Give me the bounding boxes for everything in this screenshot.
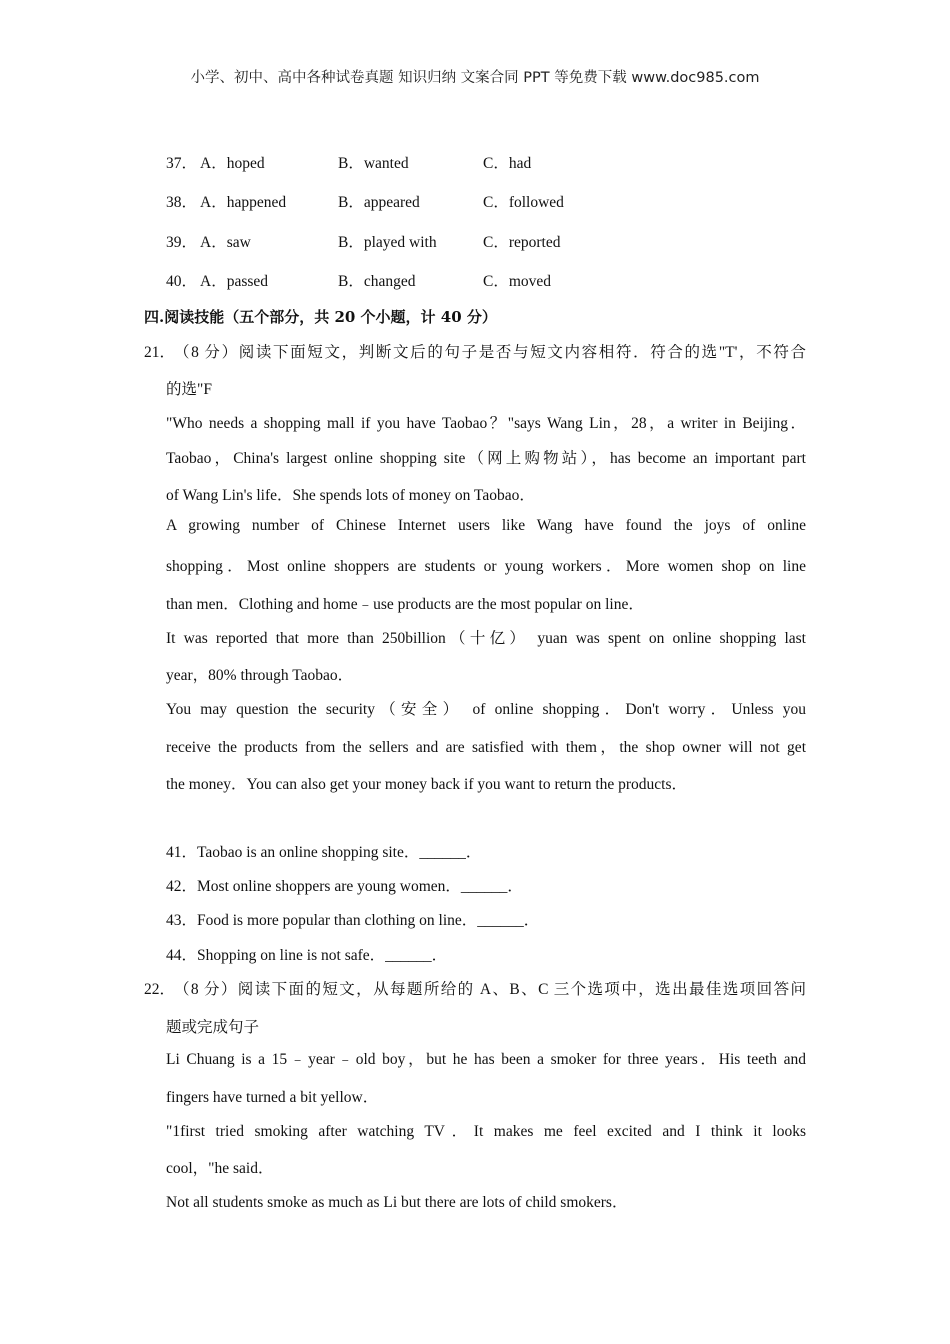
site-banner: 小学、初中、高中各种试卷真题 知识归纳 文案合同 PPT 等免费下载 www.doc985.com [190,70,760,86]
passage-line: of Wang Lin's life．She spends lots of money on Taobao． [166,487,535,504]
question-number: 39． [166,234,198,251]
passage-line: Not all students smoke as much as Li but there are lots of child smokers． [166,1194,628,1211]
option-a: A．happened [200,194,287,211]
question-22-number: 22． [144,981,176,998]
option-c: C．moved [483,273,552,290]
option-a: A．saw [200,234,251,251]
passage-line: You may question the security（安全） of online shopping．Don't worry．Unless you [166,701,806,718]
option-a: A．passed [200,273,269,290]
passage-line: year，80% through Taobao． [166,667,354,684]
question-21-instruction-cont: 的选"F [166,381,212,398]
passage-line: "Who needs a shopping mall if you have Taobao？"says Wang Lin，28，a writer in Beijing． [166,415,806,432]
passage-line: "1first tried smoking after watching TV．It makes me feel excited and I think it looks [166,1123,806,1140]
option-c: C．followed [483,194,564,211]
statement-42: 42．Most online shoppers are young women．______． [166,878,523,895]
option-b: B．played with [338,234,437,251]
section-title: 四.阅读技能（五个部分，共 20 个小题，计 40 分） [144,308,497,326]
passage-line: fingers have turned a bit yellow． [166,1089,379,1106]
question-number: 38． [166,194,198,211]
question-number: 40． [166,273,198,290]
passage-line: A growing number of Chinese Internet users like Wang have found the joys of online [166,517,806,534]
passage-line: than men．Clothing and home﹣use products are the most popular on line． [166,596,644,613]
option-a: A．hoped [200,155,265,172]
option-c: C．had [483,155,532,172]
passage-line: the money．You can also get your money back if you want to return the products． [166,776,688,793]
question-22-instruction: （8 分）阅读下面的短文，从每题所给的 A、B、C 三个选项中，选出最佳选项回答问 [174,981,806,998]
option-b: B．changed [338,273,416,290]
statement-41: 41．Taobao is an online shopping site．______． [166,844,482,861]
passage-line: Li Chuang is a 15﹣year﹣old boy，but he has been a smoker for three years．His teeth and [166,1051,806,1068]
passage-line: Taobao，China's largest online shopping site（网上购物站），has become an important part [166,450,806,467]
option-b: B．appeared [338,194,420,211]
passage-line: It was reported that more than 250billion（十亿） yuan was spent on online shopping last [166,630,806,647]
passage-line: shopping．Most online shoppers are students or young workers．More women shop on line [166,558,806,575]
option-b: B．wanted [338,155,409,172]
question-21-instruction: （8 分）阅读下面短文，判断文后的句子是否与短文内容相符．符合的选"T'，不符合 [174,344,806,361]
statement-44: 44．Shopping on line is not safe．______． [166,947,448,964]
statement-43: 43．Food is more popular than clothing on line．______． [166,912,540,929]
question-number: 37． [166,155,198,172]
question-21-number: 21． [144,344,176,361]
option-c: C．reported [483,234,561,251]
passage-line: cool，"he said． [166,1160,274,1177]
question-22-instruction-cont: 题或完成句子 [166,1019,260,1036]
passage-line: receive the products from the sellers and are satisfied with them，the shop owner will not get [166,739,806,756]
